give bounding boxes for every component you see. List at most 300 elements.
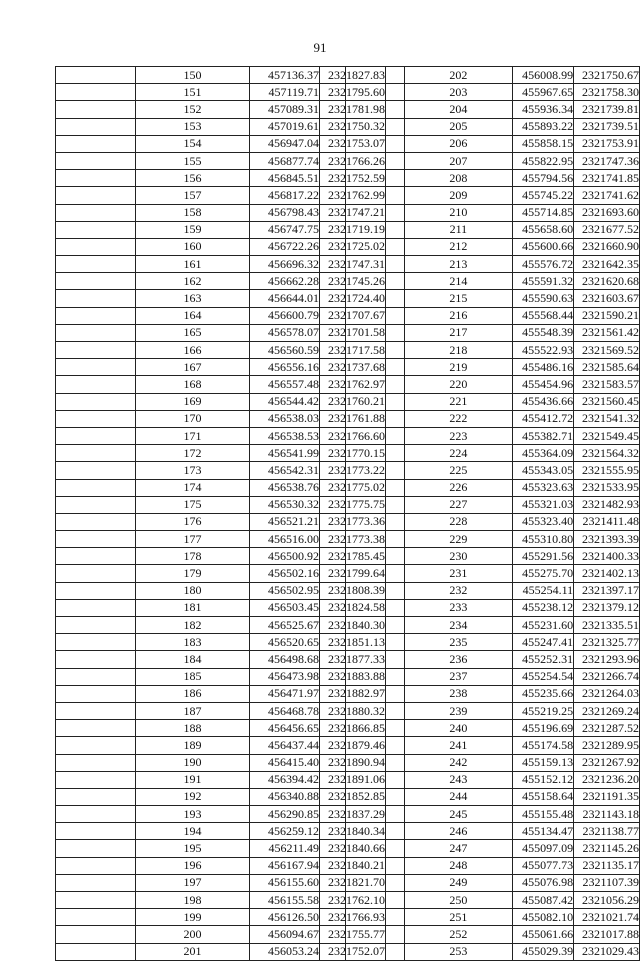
y-coordinate-cell: 2321758.30 bbox=[574, 84, 640, 101]
table-row bbox=[346, 101, 640, 118]
blank-cell bbox=[346, 668, 405, 685]
table-row bbox=[346, 67, 640, 84]
table-row bbox=[56, 342, 386, 359]
y-coordinate-cell: 2321762.99 bbox=[320, 187, 386, 204]
x-coordinate-cell: 456502.16 bbox=[250, 565, 320, 582]
point-id-cell: 204 bbox=[405, 101, 513, 118]
y-coordinate-cell: 2321693.60 bbox=[574, 204, 640, 221]
table-row bbox=[346, 445, 640, 462]
table-row bbox=[346, 342, 640, 359]
point-id-cell: 249 bbox=[405, 874, 513, 891]
point-id-cell: 228 bbox=[405, 513, 513, 530]
table-row bbox=[346, 479, 640, 496]
table-row bbox=[346, 376, 640, 393]
point-id-cell: 171 bbox=[136, 427, 250, 444]
table-row bbox=[56, 771, 386, 788]
x-coordinate-cell: 455029.39 bbox=[512, 943, 574, 960]
blank-cell bbox=[346, 565, 405, 582]
table-row bbox=[346, 565, 640, 582]
blank-cell bbox=[56, 479, 136, 496]
x-coordinate-cell: 456521.21 bbox=[250, 513, 320, 530]
x-coordinate-cell: 456877.74 bbox=[250, 152, 320, 169]
x-coordinate-cell: 456008.99 bbox=[512, 67, 574, 84]
point-id-cell: 195 bbox=[136, 840, 250, 857]
x-coordinate-cell: 456644.01 bbox=[250, 290, 320, 307]
blank-cell bbox=[56, 617, 136, 634]
table-row bbox=[56, 926, 386, 943]
blank-cell bbox=[346, 376, 405, 393]
table-row bbox=[56, 840, 386, 857]
blank-cell bbox=[56, 256, 136, 273]
table-row bbox=[346, 874, 640, 891]
point-id-cell: 179 bbox=[136, 565, 250, 582]
blank-cell bbox=[56, 290, 136, 307]
x-coordinate-cell: 456662.28 bbox=[250, 273, 320, 290]
y-coordinate-cell: 2321750.67 bbox=[574, 67, 640, 84]
table-row bbox=[346, 462, 640, 479]
point-id-cell: 246 bbox=[405, 823, 513, 840]
x-coordinate-cell: 456817.22 bbox=[250, 187, 320, 204]
y-coordinate-cell: 2321603.67 bbox=[574, 290, 640, 307]
y-coordinate-cell: 2321837.29 bbox=[320, 806, 386, 823]
x-coordinate-cell: 456502.95 bbox=[250, 582, 320, 599]
point-id-cell: 207 bbox=[405, 152, 513, 169]
table-row bbox=[56, 634, 386, 651]
table-row bbox=[56, 909, 386, 926]
table-row bbox=[346, 204, 640, 221]
y-coordinate-cell: 2321724.40 bbox=[320, 290, 386, 307]
table-row bbox=[56, 617, 386, 634]
y-coordinate-cell: 2321821.70 bbox=[320, 874, 386, 891]
table-row bbox=[346, 651, 640, 668]
x-coordinate-cell: 456340.88 bbox=[250, 788, 320, 805]
x-coordinate-cell: 457136.37 bbox=[250, 67, 320, 84]
x-coordinate-cell: 455436.66 bbox=[512, 393, 574, 410]
point-id-cell: 233 bbox=[405, 599, 513, 616]
coordinate-table-left-body bbox=[56, 67, 386, 961]
x-coordinate-cell: 455219.25 bbox=[512, 702, 574, 719]
y-coordinate-cell: 2321029.43 bbox=[574, 943, 640, 960]
table-row bbox=[56, 496, 386, 513]
point-id-cell: 202 bbox=[405, 67, 513, 84]
table-row bbox=[346, 410, 640, 427]
blank-cell bbox=[346, 840, 405, 857]
table-row bbox=[56, 806, 386, 823]
blank-cell bbox=[56, 788, 136, 805]
blank-cell bbox=[56, 170, 136, 187]
table-row bbox=[56, 548, 386, 565]
table-row bbox=[346, 513, 640, 530]
blank-cell bbox=[346, 771, 405, 788]
x-coordinate-cell: 456542.31 bbox=[250, 462, 320, 479]
y-coordinate-cell: 2321883.88 bbox=[320, 668, 386, 685]
y-coordinate-cell: 2321747.21 bbox=[320, 204, 386, 221]
y-coordinate-cell: 2321891.06 bbox=[320, 771, 386, 788]
table-row bbox=[346, 118, 640, 135]
x-coordinate-cell: 456525.67 bbox=[250, 617, 320, 634]
point-id-cell: 218 bbox=[405, 342, 513, 359]
blank-cell bbox=[346, 479, 405, 496]
blank-cell bbox=[346, 273, 405, 290]
point-id-cell: 162 bbox=[136, 273, 250, 290]
blank-cell bbox=[346, 445, 405, 462]
table-row bbox=[346, 771, 640, 788]
coordinate-table-right bbox=[345, 66, 640, 961]
coordinate-table-left bbox=[55, 66, 386, 961]
y-coordinate-cell: 2321753.91 bbox=[574, 135, 640, 152]
blank-cell bbox=[346, 256, 405, 273]
point-id-cell: 188 bbox=[136, 720, 250, 737]
x-coordinate-cell: 455658.60 bbox=[512, 221, 574, 238]
blank-cell bbox=[56, 101, 136, 118]
point-id-cell: 250 bbox=[405, 892, 513, 909]
table-row bbox=[56, 67, 386, 84]
y-coordinate-cell: 2321569.52 bbox=[574, 342, 640, 359]
table-row bbox=[56, 513, 386, 530]
point-id-cell: 208 bbox=[405, 170, 513, 187]
x-coordinate-cell: 455323.40 bbox=[512, 513, 574, 530]
x-coordinate-cell: 456516.00 bbox=[250, 531, 320, 548]
x-coordinate-cell: 455343.05 bbox=[512, 462, 574, 479]
blank-cell bbox=[346, 462, 405, 479]
y-coordinate-cell: 2321642.35 bbox=[574, 256, 640, 273]
x-coordinate-cell: 455077.73 bbox=[512, 857, 574, 874]
y-coordinate-cell: 2321269.24 bbox=[574, 702, 640, 719]
point-id-cell: 215 bbox=[405, 290, 513, 307]
table-row bbox=[56, 857, 386, 874]
point-id-cell: 182 bbox=[136, 617, 250, 634]
y-coordinate-cell: 2321840.66 bbox=[320, 840, 386, 857]
blank-cell bbox=[346, 342, 405, 359]
y-coordinate-cell: 2321840.21 bbox=[320, 857, 386, 874]
y-coordinate-cell: 2321799.64 bbox=[320, 565, 386, 582]
y-coordinate-cell: 2321143.18 bbox=[574, 806, 640, 823]
table-row bbox=[346, 702, 640, 719]
x-coordinate-cell: 456696.32 bbox=[250, 256, 320, 273]
y-coordinate-cell: 2321762.97 bbox=[320, 376, 386, 393]
table-row bbox=[56, 118, 386, 135]
y-coordinate-cell: 2321660.90 bbox=[574, 238, 640, 255]
point-id-cell: 247 bbox=[405, 840, 513, 857]
x-coordinate-cell: 455087.42 bbox=[512, 892, 574, 909]
point-id-cell: 248 bbox=[405, 857, 513, 874]
y-coordinate-cell: 2321411.48 bbox=[574, 513, 640, 530]
y-coordinate-cell: 2321717.58 bbox=[320, 342, 386, 359]
y-coordinate-cell: 2321827.83 bbox=[320, 67, 386, 84]
y-coordinate-cell: 2321882.97 bbox=[320, 685, 386, 702]
x-coordinate-cell: 455254.11 bbox=[512, 582, 574, 599]
y-coordinate-cell: 2321267.92 bbox=[574, 754, 640, 771]
x-coordinate-cell: 456845.51 bbox=[250, 170, 320, 187]
y-coordinate-cell: 2321400.33 bbox=[574, 548, 640, 565]
y-coordinate-cell: 2321840.30 bbox=[320, 617, 386, 634]
point-id-cell: 196 bbox=[136, 857, 250, 874]
x-coordinate-cell: 456503.45 bbox=[250, 599, 320, 616]
table-row bbox=[56, 359, 386, 376]
point-id-cell: 232 bbox=[405, 582, 513, 599]
x-coordinate-cell: 456259.12 bbox=[250, 823, 320, 840]
blank-cell bbox=[346, 496, 405, 513]
point-id-cell: 163 bbox=[136, 290, 250, 307]
table-row bbox=[56, 307, 386, 324]
y-coordinate-cell: 2321747.36 bbox=[574, 152, 640, 169]
x-coordinate-cell: 455155.48 bbox=[512, 806, 574, 823]
point-id-cell: 194 bbox=[136, 823, 250, 840]
blank-cell bbox=[346, 754, 405, 771]
table-row bbox=[56, 84, 386, 101]
table-row bbox=[56, 788, 386, 805]
blank-cell bbox=[346, 324, 405, 341]
x-coordinate-cell: 455323.63 bbox=[512, 479, 574, 496]
y-coordinate-cell: 2321555.95 bbox=[574, 462, 640, 479]
x-coordinate-cell: 455364.09 bbox=[512, 445, 574, 462]
table-row bbox=[56, 582, 386, 599]
x-coordinate-cell: 456722.26 bbox=[250, 238, 320, 255]
x-coordinate-cell: 456538.53 bbox=[250, 427, 320, 444]
y-coordinate-cell: 2321379.12 bbox=[574, 599, 640, 616]
x-coordinate-cell: 455893.22 bbox=[512, 118, 574, 135]
blank-cell bbox=[346, 909, 405, 926]
x-coordinate-cell: 455600.66 bbox=[512, 238, 574, 255]
x-coordinate-cell: 455174.58 bbox=[512, 737, 574, 754]
x-coordinate-cell: 455082.10 bbox=[512, 909, 574, 926]
point-id-cell: 185 bbox=[136, 668, 250, 685]
x-coordinate-cell: 455576.72 bbox=[512, 256, 574, 273]
y-coordinate-cell: 2321761.88 bbox=[320, 410, 386, 427]
x-coordinate-cell: 455548.39 bbox=[512, 324, 574, 341]
blank-cell bbox=[346, 857, 405, 874]
x-coordinate-cell: 456578.07 bbox=[250, 324, 320, 341]
blank-cell bbox=[346, 720, 405, 737]
x-coordinate-cell: 456544.42 bbox=[250, 393, 320, 410]
table-row bbox=[56, 479, 386, 496]
x-coordinate-cell: 456530.32 bbox=[250, 496, 320, 513]
point-id-cell: 169 bbox=[136, 393, 250, 410]
y-coordinate-cell: 2321866.85 bbox=[320, 720, 386, 737]
x-coordinate-cell: 455291.56 bbox=[512, 548, 574, 565]
table-row bbox=[56, 256, 386, 273]
blank-cell bbox=[56, 359, 136, 376]
point-id-cell: 178 bbox=[136, 548, 250, 565]
point-id-cell: 251 bbox=[405, 909, 513, 926]
blank-cell bbox=[56, 806, 136, 823]
y-coordinate-cell: 2321583.57 bbox=[574, 376, 640, 393]
y-coordinate-cell: 2321760.21 bbox=[320, 393, 386, 410]
table-row bbox=[56, 238, 386, 255]
y-coordinate-cell: 2321021.74 bbox=[574, 909, 640, 926]
point-id-cell: 205 bbox=[405, 118, 513, 135]
blank-cell bbox=[346, 943, 405, 960]
y-coordinate-cell: 2321851.13 bbox=[320, 634, 386, 651]
blank-cell bbox=[346, 582, 405, 599]
table-row bbox=[346, 823, 640, 840]
point-id-cell: 156 bbox=[136, 170, 250, 187]
blank-cell bbox=[346, 599, 405, 616]
point-id-cell: 220 bbox=[405, 376, 513, 393]
y-coordinate-cell: 2321770.15 bbox=[320, 445, 386, 462]
x-coordinate-cell: 456538.76 bbox=[250, 479, 320, 496]
blank-cell bbox=[56, 702, 136, 719]
blank-cell bbox=[56, 565, 136, 582]
y-coordinate-cell: 2321752.07 bbox=[320, 943, 386, 960]
y-coordinate-cell: 2321541.32 bbox=[574, 410, 640, 427]
table-row bbox=[56, 170, 386, 187]
x-coordinate-cell: 456747.75 bbox=[250, 221, 320, 238]
table-row bbox=[56, 273, 386, 290]
table-row bbox=[56, 135, 386, 152]
point-id-cell: 186 bbox=[136, 685, 250, 702]
x-coordinate-cell: 455235.66 bbox=[512, 685, 574, 702]
blank-cell bbox=[346, 548, 405, 565]
blank-cell bbox=[56, 634, 136, 651]
blank-cell bbox=[346, 67, 405, 84]
x-coordinate-cell: 456538.03 bbox=[250, 410, 320, 427]
point-id-cell: 166 bbox=[136, 342, 250, 359]
blank-cell bbox=[56, 668, 136, 685]
y-coordinate-cell: 2321056.29 bbox=[574, 892, 640, 909]
blank-cell bbox=[56, 67, 136, 84]
x-coordinate-cell: 455590.63 bbox=[512, 290, 574, 307]
y-coordinate-cell: 2321397.17 bbox=[574, 582, 640, 599]
point-id-cell: 153 bbox=[136, 118, 250, 135]
y-coordinate-cell: 2321560.45 bbox=[574, 393, 640, 410]
x-coordinate-cell: 455134.47 bbox=[512, 823, 574, 840]
point-id-cell: 158 bbox=[136, 204, 250, 221]
blank-cell bbox=[346, 823, 405, 840]
x-coordinate-cell: 455196.69 bbox=[512, 720, 574, 737]
y-coordinate-cell: 2321762.10 bbox=[320, 892, 386, 909]
x-coordinate-cell: 455158.64 bbox=[512, 788, 574, 805]
y-coordinate-cell: 2321287.52 bbox=[574, 720, 640, 737]
x-coordinate-cell: 455231.60 bbox=[512, 617, 574, 634]
table-row bbox=[346, 324, 640, 341]
point-id-cell: 187 bbox=[136, 702, 250, 719]
x-coordinate-cell: 455076.98 bbox=[512, 874, 574, 891]
blank-cell bbox=[56, 342, 136, 359]
blank-cell bbox=[346, 788, 405, 805]
point-id-cell: 151 bbox=[136, 84, 250, 101]
y-coordinate-cell: 2321795.60 bbox=[320, 84, 386, 101]
point-id-cell: 193 bbox=[136, 806, 250, 823]
y-coordinate-cell: 2321781.98 bbox=[320, 101, 386, 118]
table-row bbox=[346, 668, 640, 685]
point-id-cell: 214 bbox=[405, 273, 513, 290]
point-id-cell: 229 bbox=[405, 531, 513, 548]
blank-cell bbox=[346, 221, 405, 238]
point-id-cell: 160 bbox=[136, 238, 250, 255]
blank-cell bbox=[56, 823, 136, 840]
x-coordinate-cell: 456468.78 bbox=[250, 702, 320, 719]
y-coordinate-cell: 2321138.77 bbox=[574, 823, 640, 840]
table-row bbox=[56, 445, 386, 462]
blank-cell bbox=[346, 892, 405, 909]
blank-cell bbox=[56, 926, 136, 943]
y-coordinate-cell: 2321289.95 bbox=[574, 737, 640, 754]
table-row bbox=[346, 84, 640, 101]
point-id-cell: 240 bbox=[405, 720, 513, 737]
table-row bbox=[56, 393, 386, 410]
point-id-cell: 234 bbox=[405, 617, 513, 634]
blank-cell bbox=[56, 118, 136, 135]
table-row bbox=[56, 943, 386, 960]
point-id-cell: 174 bbox=[136, 479, 250, 496]
table-row bbox=[56, 221, 386, 238]
y-coordinate-cell: 2321880.32 bbox=[320, 702, 386, 719]
point-id-cell: 175 bbox=[136, 496, 250, 513]
x-coordinate-cell: 456456.65 bbox=[250, 720, 320, 737]
point-id-cell: 231 bbox=[405, 565, 513, 582]
blank-cell bbox=[346, 513, 405, 530]
x-coordinate-cell: 456415.40 bbox=[250, 754, 320, 771]
table-row bbox=[56, 823, 386, 840]
y-coordinate-cell: 2321741.62 bbox=[574, 187, 640, 204]
blank-cell bbox=[56, 410, 136, 427]
table-row bbox=[346, 307, 640, 324]
y-coordinate-cell: 2321747.31 bbox=[320, 256, 386, 273]
table-row bbox=[56, 410, 386, 427]
x-coordinate-cell: 456557.48 bbox=[250, 376, 320, 393]
point-id-cell: 236 bbox=[405, 651, 513, 668]
x-coordinate-cell: 456437.44 bbox=[250, 737, 320, 754]
x-coordinate-cell: 456600.79 bbox=[250, 307, 320, 324]
table-row bbox=[56, 685, 386, 702]
point-id-cell: 221 bbox=[405, 393, 513, 410]
point-id-cell: 217 bbox=[405, 324, 513, 341]
table-row bbox=[56, 187, 386, 204]
blank-cell bbox=[346, 152, 405, 169]
blank-cell bbox=[346, 737, 405, 754]
blank-cell bbox=[346, 290, 405, 307]
y-coordinate-cell: 2321852.85 bbox=[320, 788, 386, 805]
x-coordinate-cell: 456126.50 bbox=[250, 909, 320, 926]
point-id-cell: 173 bbox=[136, 462, 250, 479]
table-row bbox=[346, 152, 640, 169]
blank-cell bbox=[346, 531, 405, 548]
point-id-cell: 191 bbox=[136, 771, 250, 788]
blank-cell bbox=[56, 840, 136, 857]
x-coordinate-cell: 456498.68 bbox=[250, 651, 320, 668]
point-id-cell: 239 bbox=[405, 702, 513, 719]
table-row bbox=[346, 754, 640, 771]
x-coordinate-cell: 457119.71 bbox=[250, 84, 320, 101]
x-coordinate-cell: 456155.60 bbox=[250, 874, 320, 891]
table-row bbox=[346, 135, 640, 152]
y-coordinate-cell: 2321145.26 bbox=[574, 840, 640, 857]
x-coordinate-cell: 455858.15 bbox=[512, 135, 574, 152]
x-coordinate-cell: 456167.94 bbox=[250, 857, 320, 874]
y-coordinate-cell: 2321266.74 bbox=[574, 668, 640, 685]
blank-cell bbox=[346, 806, 405, 823]
y-coordinate-cell: 2321773.36 bbox=[320, 513, 386, 530]
blank-cell bbox=[346, 84, 405, 101]
y-coordinate-cell: 2321741.85 bbox=[574, 170, 640, 187]
table-row bbox=[56, 565, 386, 582]
table-row bbox=[56, 599, 386, 616]
table-row bbox=[346, 548, 640, 565]
point-id-cell: 219 bbox=[405, 359, 513, 376]
x-coordinate-cell: 455745.22 bbox=[512, 187, 574, 204]
y-coordinate-cell: 2321701.58 bbox=[320, 324, 386, 341]
table-row bbox=[346, 720, 640, 737]
y-coordinate-cell: 2321677.52 bbox=[574, 221, 640, 238]
table-row bbox=[346, 359, 640, 376]
y-coordinate-cell: 2321620.68 bbox=[574, 273, 640, 290]
table-row bbox=[346, 909, 640, 926]
blank-cell bbox=[56, 754, 136, 771]
blank-cell bbox=[56, 273, 136, 290]
point-id-cell: 164 bbox=[136, 307, 250, 324]
blank-cell bbox=[56, 427, 136, 444]
